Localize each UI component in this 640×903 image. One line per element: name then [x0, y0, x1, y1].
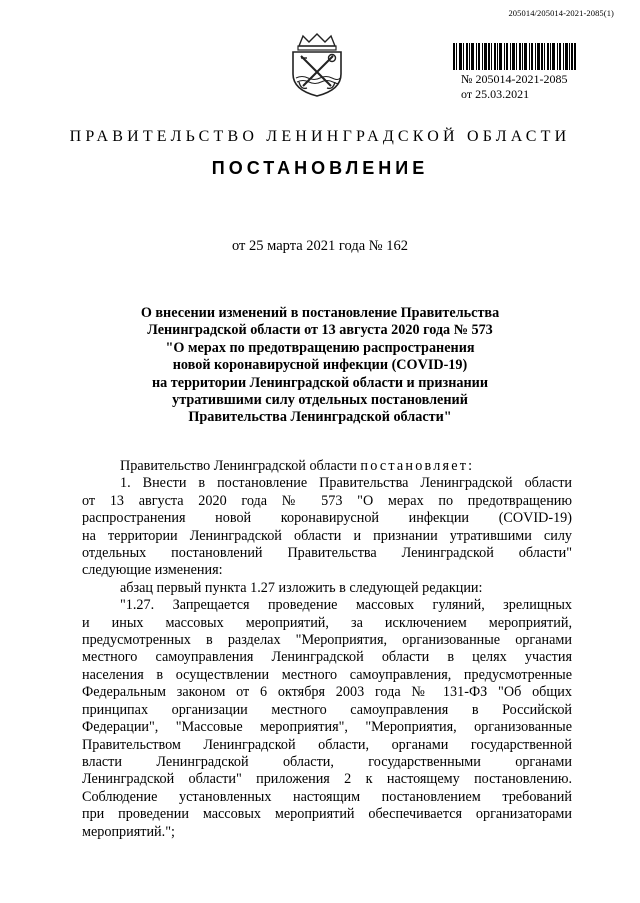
registration-number: № 205014-2021-2085	[461, 72, 568, 86]
body-line: Ленинградской области" приложения 2 к настоящему постановлению.	[82, 771, 572, 788]
government-title: ПРАВИТЕЛЬСТВО ЛЕНИНГРАДСКОЙ ОБЛАСТИ	[69, 128, 571, 145]
coat-of-arms-icon	[285, 32, 349, 98]
body-line: распространения новой коронавирусной инфекции (COVID-19)	[82, 510, 572, 527]
body-line: при проведении массовых мероприятий обеспечивается организаторами	[82, 806, 572, 823]
body-line: предусмотренных в разделах "Мероприятия, организованные органами	[82, 632, 572, 649]
subject-line: на территории Ленинградской области и признании	[151, 374, 489, 391]
body-line: "1.27. Запрещается проведение массовых гуляний, зрелищных	[120, 597, 572, 614]
body-line: 1. Внести в постановление Правительства Ленинградской области	[120, 475, 572, 492]
body-line: принципах организации местного самоуправления в Российской	[82, 701, 572, 718]
body-line: власти Ленинградской области, государственными органами	[82, 753, 572, 770]
body-line: абзац первый пункта 1.27 изложить в следующей редакции:	[120, 579, 483, 596]
body-line: следующие изменения:	[82, 562, 223, 579]
body-line: Федеральным законом от 6 октября 2003 года № 131-ФЗ "Об общих	[82, 684, 572, 701]
body-line: Федерации", "Массовые мероприятия", "Мероприятия, организованные	[82, 719, 572, 736]
document-subject	[90, 305, 550, 427]
body-line: и иных массовых мероприятий, за исключением мероприятий,	[82, 614, 572, 631]
body-line: на территории Ленинградской области и признании утратившими силу	[82, 527, 572, 544]
body-line: Соблюдение установленных настоящим постановлением требований	[82, 788, 572, 805]
subject-line: новой коронавирусной инфекции (COVID-19)	[172, 357, 468, 374]
body-line: мероприятий.";	[82, 823, 175, 840]
intro-prefix: Правительство Ленинградской области	[120, 458, 361, 474]
document-type: ПОСТАНОВЛЕНИЕ	[211, 158, 429, 178]
document-body	[82, 458, 572, 841]
subject-line: Ленинградской области от 13 августа 2020 года № 573	[147, 322, 493, 339]
intro-verb: постановляет:	[360, 458, 475, 474]
document-code: 205014/205014-2021-2085(1)	[508, 8, 614, 18]
body-line: отдельных постановлений Правительства Ленинградской области"	[82, 545, 572, 562]
subject-line: "О мерах по предотвращению распространения	[165, 339, 475, 356]
body-line: от 13 августа 2020 года № 573 "О мерах по предотвращению	[82, 492, 572, 509]
body-line: Правительством Ленинградской области, органами государственной	[82, 736, 572, 753]
subject-line: Правительства Ленинградской области"	[188, 409, 452, 426]
subject-line: О внесении изменений в постановление Правительства	[140, 305, 500, 321]
barcode-icon	[453, 43, 576, 70]
body-line: местного самоуправления Ленинградской области в целях участия	[82, 649, 572, 666]
document-date: от 25 марта 2021 года № 162	[232, 238, 408, 254]
body-line: населения в осуществлении местного самоуправления, предусмотренные	[82, 666, 572, 683]
intro-line	[82, 458, 572, 475]
registration-date: от 25.03.2021	[461, 87, 530, 101]
subject-line: утратившими силу отдельных постановлений	[172, 392, 468, 409]
